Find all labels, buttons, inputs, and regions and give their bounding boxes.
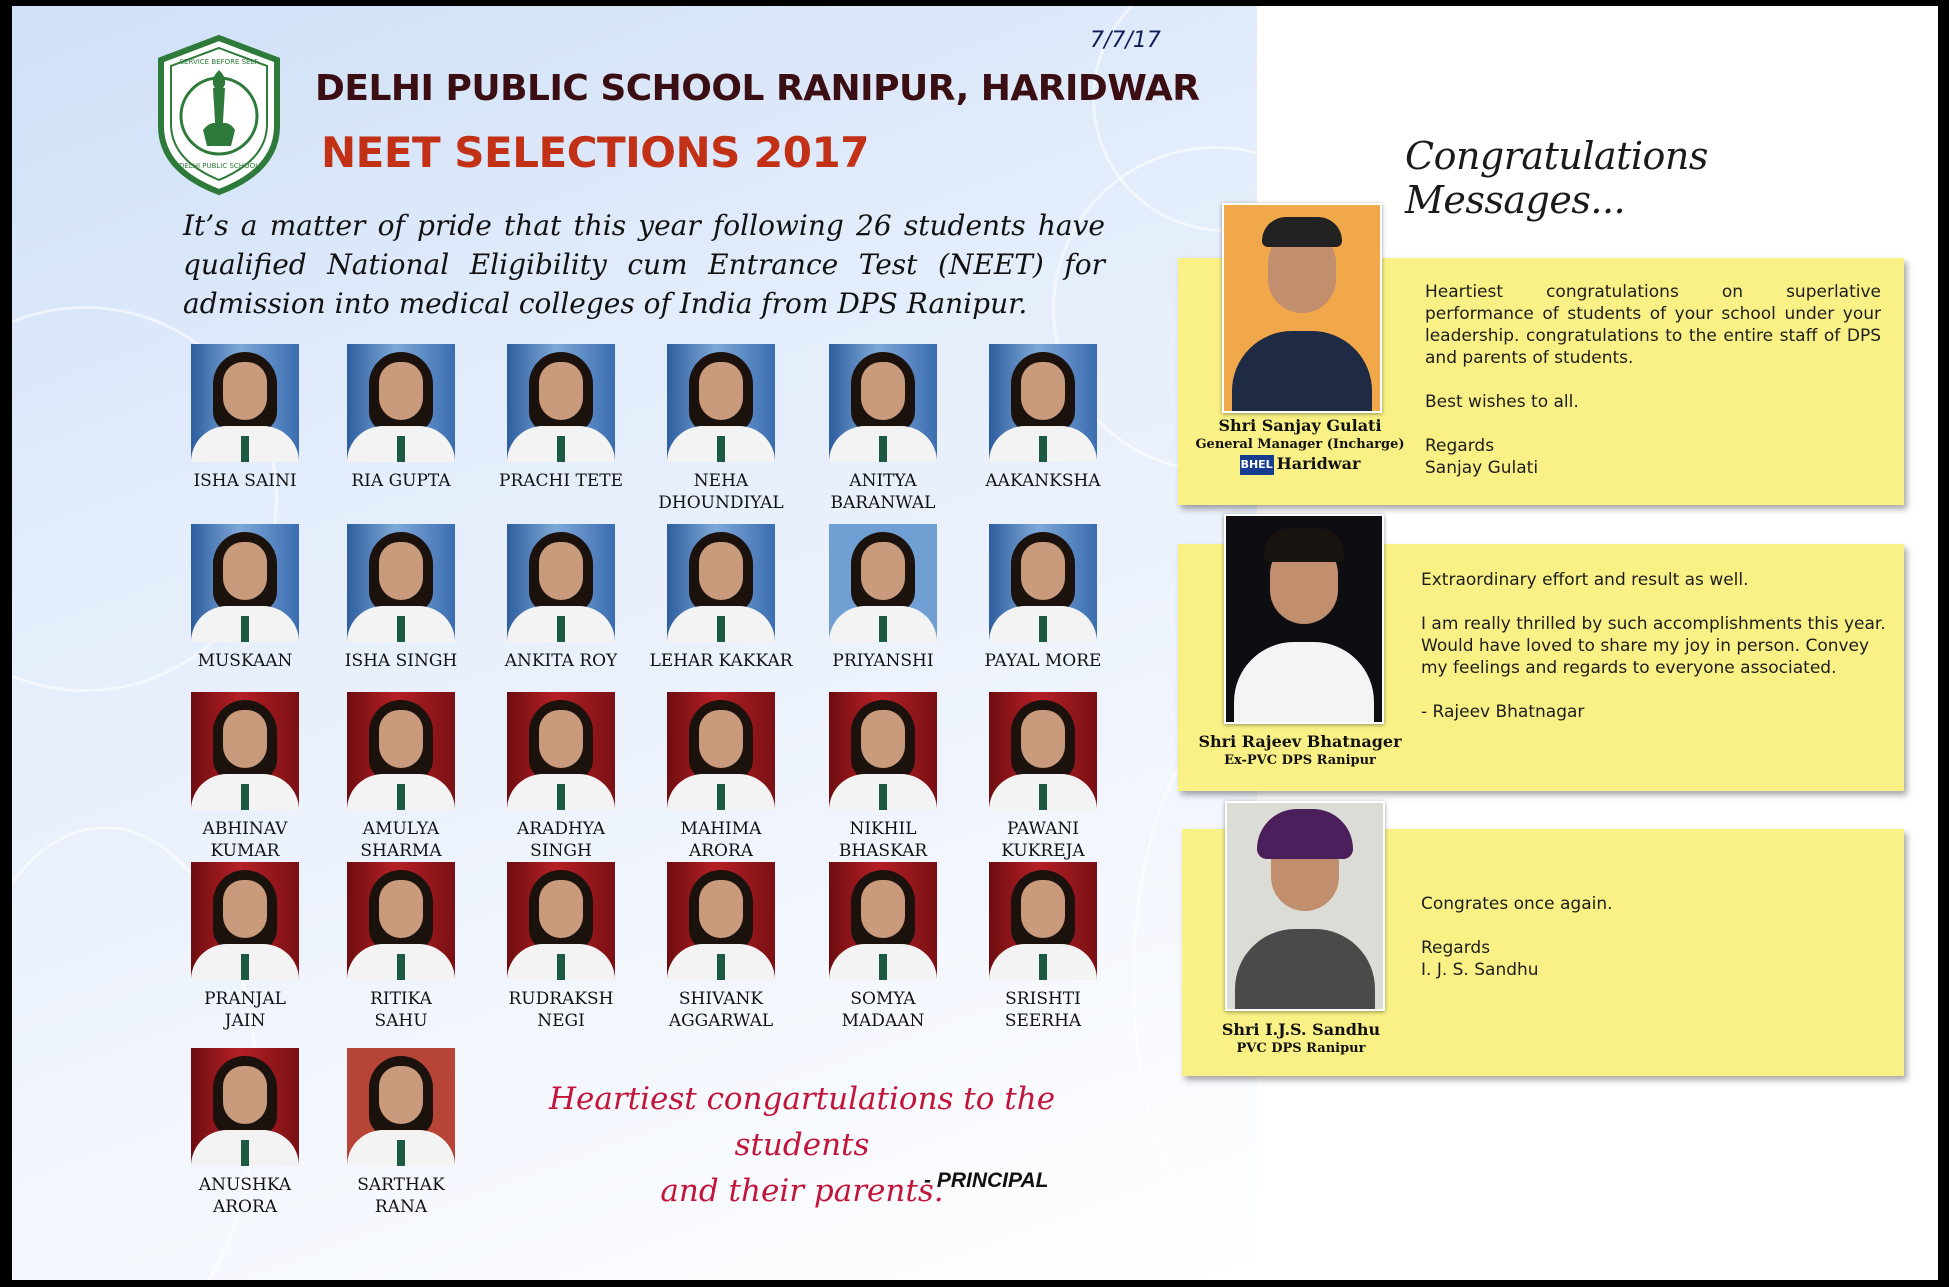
message-3-paragraph-1: Congrates once again. [1421, 894, 1613, 914]
poster [12, 6, 1938, 1280]
student-photo [989, 862, 1097, 980]
message-3-text [1421, 893, 1881, 981]
student-name-line-1: LEHAR KAKKAR [649, 651, 793, 671]
bhel-logo-icon: BHEL [1240, 455, 1274, 475]
student-card [326, 692, 476, 862]
student-photo [347, 862, 455, 980]
student-photo [191, 692, 299, 810]
student-photo [347, 692, 455, 810]
student-name-line-2: SEERHA [1004, 1011, 1082, 1031]
student-card [808, 344, 958, 514]
student-card [808, 524, 958, 672]
student-name-line-1: ISHA SAINI [193, 471, 297, 491]
student-card [646, 692, 796, 862]
student-card [486, 692, 636, 862]
student-photo [829, 692, 937, 810]
student-name-line-1: ABHINAV [202, 819, 288, 839]
logo-bottom-text: DELHI PUBLIC SCHOOL [178, 162, 260, 170]
student-name-line-1: RIA GUPTA [351, 471, 451, 491]
student-name [486, 818, 636, 862]
student-name-line-1: MUSKAAN [197, 651, 293, 671]
hair-shape [1262, 217, 1342, 247]
student-photo [829, 862, 937, 980]
student-name-line-1: PAWANI [1007, 819, 1079, 839]
student-name-line-2: BHASKAR [838, 841, 928, 861]
student-name-line-2: RANA [374, 1197, 428, 1217]
student-name [808, 470, 958, 514]
student-name [326, 818, 476, 862]
student-photo [829, 344, 937, 462]
message-3-paragraph-2: Regards I. J. S. Sandhu [1421, 938, 1539, 980]
shirt-shape [1234, 642, 1374, 722]
student-card [170, 1048, 320, 1218]
student-name [486, 650, 636, 672]
student-name [170, 470, 320, 492]
message-2-designation: Ex-PVC DPS Ranipur [1224, 753, 1376, 768]
student-photo [989, 524, 1097, 642]
student-photo [191, 524, 299, 642]
student-card [170, 524, 320, 672]
message-3-name: Shri I.J.S. Sandhu [1221, 1020, 1381, 1039]
student-card [326, 344, 476, 492]
turban-shape [1257, 809, 1353, 859]
student-photo [191, 344, 299, 462]
student-name [170, 650, 320, 672]
student-name-line-1: ARADHYA [517, 819, 605, 839]
student-name [486, 470, 636, 492]
message-3-photo [1225, 801, 1385, 1011]
student-name-line-1: AAKANKSHA [985, 471, 1101, 491]
student-photo [347, 344, 455, 462]
student-card [646, 862, 796, 1032]
student-name [326, 650, 476, 672]
message-2-paragraph-3: - Rajeev Bhatnagar [1421, 702, 1585, 722]
student-card [968, 524, 1118, 672]
school-logo-icon [155, 34, 283, 196]
student-photo [989, 692, 1097, 810]
student-card [326, 1048, 476, 1218]
message-1-location: Haridwar [1276, 454, 1361, 473]
student-name-line-2: MADAAN [841, 1011, 925, 1031]
student-name [646, 818, 796, 862]
student-card [968, 344, 1118, 492]
message-2-paragraph-1: Extraordinary effort and result as well. [1421, 570, 1749, 590]
student-name-line-1: PRANJAL [204, 989, 286, 1009]
student-photo [989, 344, 1097, 462]
school-name: DELHI PUBLIC SCHOOL RANIPUR, HARIDWAR [315, 68, 1200, 109]
suit-shape [1232, 331, 1372, 411]
student-name-line-1: NIKHIL [849, 819, 917, 839]
student-name-line-2: AGGARWAL [668, 1011, 774, 1031]
student-name [326, 1174, 476, 1218]
student-name-line-2: DHOUNDIYAL [658, 493, 784, 513]
student-name [170, 1174, 320, 1218]
student-name-line-2: SHARMA [360, 841, 442, 861]
closing-line-1: Heartiest congartulations to the students [548, 1081, 1056, 1163]
message-1-paragraph-1: Heartiest congratulations on superlative performance of students of your school under your leadership. congratulations to the entire staff of DPS and parents of students. [1425, 282, 1881, 368]
student-card [170, 692, 320, 862]
student-photo [507, 692, 615, 810]
message-2-text [1421, 569, 1891, 723]
student-photo [667, 692, 775, 810]
student-name-line-1: MAHIMA [680, 819, 762, 839]
poster-date: 7/7/17 [1090, 28, 1161, 53]
student-name [968, 650, 1118, 672]
messages-title: Congratulations Messages... [1405, 134, 1708, 222]
student-name-line-1: ANKITA ROY [504, 651, 618, 671]
student-name-line-2: BARANWAL [830, 493, 936, 513]
student-name [170, 988, 320, 1032]
student-name [968, 470, 1118, 492]
student-name [646, 470, 796, 514]
selections-title: NEET SELECTIONS 2017 [321, 128, 869, 177]
student-card [486, 862, 636, 1032]
student-name-line-2: SAHU [374, 1011, 428, 1031]
student-photo [667, 524, 775, 642]
student-card [486, 524, 636, 672]
student-name-line-2: KUMAR [210, 841, 280, 861]
student-name-line-2: NEGI [537, 1011, 585, 1031]
student-card [486, 344, 636, 492]
student-photo [667, 862, 775, 980]
student-name-line-1: RITIKA [370, 989, 432, 1009]
student-name-line-1: AMULYA [362, 819, 440, 839]
student-name-line-1: ISHA SINGH [344, 651, 458, 671]
student-name-line-1: PRIYANSHI [832, 651, 934, 671]
student-name-line-2: ARORA [212, 1197, 278, 1217]
student-card [808, 692, 958, 862]
student-name-line-1: ANUSHKA [198, 1175, 292, 1195]
student-name-line-1: RUDRAKSH [508, 989, 614, 1009]
student-name-line-1: PRACHI TETE [499, 471, 623, 491]
message-3-designation: PVC DPS Ranipur [1236, 1041, 1366, 1056]
message-2-paragraph-2: I am really thrilled by such accomplishments this year. Would have loved to share my joy in person. Convey my feelings and regards to everyone associated. [1421, 614, 1886, 678]
student-photo [191, 1048, 299, 1166]
student-photo [507, 344, 615, 462]
student-name [170, 818, 320, 862]
student-name [808, 988, 958, 1032]
student-card [326, 862, 476, 1032]
student-photo [829, 524, 937, 642]
principal-signature: - PRINCIPAL [924, 1169, 1049, 1192]
student-name [486, 988, 636, 1032]
student-card [170, 862, 320, 1032]
jacket-shape [1235, 929, 1375, 1009]
student-name-line-2: KUKREJA [1001, 841, 1085, 861]
student-card [646, 344, 796, 514]
message-1-signature [1195, 416, 1405, 475]
student-name [968, 818, 1118, 862]
student-name-line-1: SRISHTI [1005, 989, 1081, 1009]
student-name [646, 988, 796, 1032]
closing-line-2: and their parents. [660, 1173, 944, 1209]
intro-text: It’s a matter of pride that this year following 26 students have qualified National Eligibility cum Entrance Test (NEET) for admission into medical colleges of India from DPS Ranipur. [183, 209, 1105, 320]
message-1-text [1425, 281, 1881, 479]
message-1-designation: General Manager (Incharge) [1195, 437, 1405, 452]
student-name [326, 470, 476, 492]
message-2-name: Shri Rajeev Bhatnager [1198, 732, 1402, 751]
student-name-line-2: JAIN [224, 1011, 266, 1031]
student-name [808, 818, 958, 862]
student-name-line-1: SHIVANK [678, 989, 764, 1009]
student-card [968, 862, 1118, 1032]
message-2-signature [1195, 732, 1405, 768]
student-name [968, 988, 1118, 1032]
hair-shape [1264, 528, 1344, 562]
student-card [646, 524, 796, 672]
student-photo [347, 1048, 455, 1166]
message-1-paragraph-2: Best wishes to all. [1425, 392, 1579, 412]
message-1-paragraph-3: Regards Sanjay Gulati [1425, 436, 1539, 478]
student-card [170, 344, 320, 492]
student-card [968, 692, 1118, 862]
student-name-line-1: SOMYA [850, 989, 916, 1009]
student-name-line-1: ANITYA [849, 471, 917, 491]
student-name [808, 650, 958, 672]
student-name-line-2: SINGH [530, 841, 592, 861]
student-card [808, 862, 958, 1032]
neet-selections-panel [12, 6, 1257, 1280]
student-name [646, 650, 796, 672]
student-name-line-2: ARORA [688, 841, 754, 861]
message-1-photo [1222, 203, 1382, 413]
student-photo [507, 862, 615, 980]
message-2-photo [1224, 514, 1384, 724]
closing-message [482, 1076, 1122, 1214]
logo-top-text: SERVICE BEFORE SELF [179, 58, 259, 66]
student-name-line-1: NEHA [693, 471, 749, 491]
student-photo [667, 344, 775, 462]
student-name-line-1: SARTHAK [357, 1175, 445, 1195]
student-card [326, 524, 476, 672]
message-3-signature [1196, 1020, 1406, 1056]
message-1-name: Shri Sanjay Gulati [1218, 416, 1382, 435]
student-photo [347, 524, 455, 642]
student-photo [507, 524, 615, 642]
student-name [326, 988, 476, 1032]
student-photo [191, 862, 299, 980]
student-name-line-1: PAYAL MORE [984, 651, 1102, 671]
